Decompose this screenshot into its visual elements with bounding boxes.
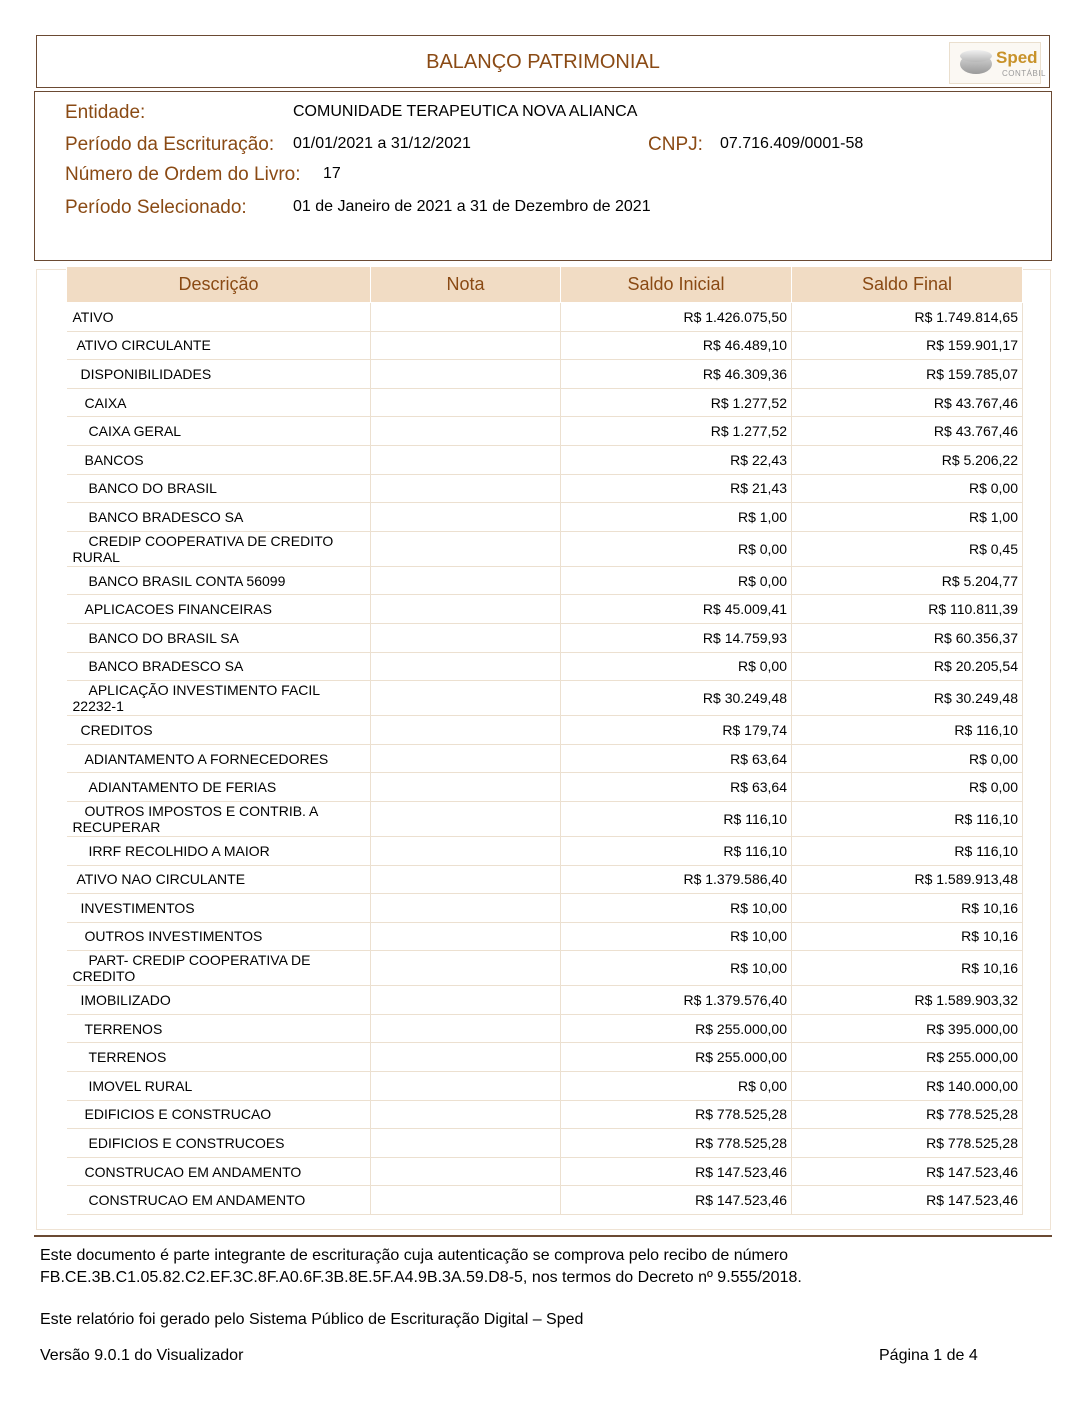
row-nota	[371, 773, 561, 802]
row-description: BANCO DO BRASIL SA	[67, 623, 371, 652]
row-description: OUTROS IMPOSTOS E CONTRIB. A RECUPERAR	[67, 801, 371, 836]
row-saldo-final: R$ 778.525,28	[792, 1100, 1023, 1129]
table-row	[67, 1100, 1023, 1129]
ordem-label: Número de Ordem do Livro:	[65, 164, 301, 185]
table-row	[67, 388, 1023, 417]
logo-subtext: CONTÁBIL	[1002, 69, 1047, 78]
row-saldo-final: R$ 10,16	[792, 951, 1023, 986]
entidade-label: Entidade:	[65, 102, 146, 123]
table-row	[67, 445, 1023, 474]
row-saldo-inicial: R$ 63,64	[561, 773, 792, 802]
row-nota	[371, 652, 561, 681]
row-nota	[371, 503, 561, 532]
row-saldo-inicial: R$ 14.759,93	[561, 623, 792, 652]
table-row	[67, 1014, 1023, 1043]
row-saldo-inicial: R$ 147.523,46	[561, 1186, 792, 1215]
table-row	[67, 623, 1023, 652]
row-nota	[371, 474, 561, 503]
row-saldo-final: R$ 140.000,00	[792, 1072, 1023, 1101]
row-description: IMOVEL RURAL	[67, 1072, 371, 1101]
ordem-value: 17	[323, 165, 341, 182]
table-row	[67, 1186, 1023, 1215]
row-nota	[371, 623, 561, 652]
table-row	[67, 360, 1023, 389]
row-description: ADIANTAMENTO A FORNECEDORES	[67, 744, 371, 773]
row-saldo-inicial: R$ 179,74	[561, 716, 792, 745]
row-nota	[371, 1186, 561, 1215]
row-description: CONSTRUCAO EM ANDAMENTO	[67, 1157, 371, 1186]
row-description: BANCO BRADESCO SA	[67, 652, 371, 681]
row-saldo-inicial: R$ 30.249,48	[561, 681, 792, 716]
table-row	[67, 922, 1023, 951]
row-description: APLICAÇÃO INVESTIMENTO FACIL 22232-1	[67, 681, 371, 716]
row-nota	[371, 894, 561, 923]
row-nota	[371, 986, 561, 1015]
row-saldo-inicial: R$ 45.009,41	[561, 595, 792, 624]
row-saldo-inicial: R$ 22,43	[561, 445, 792, 474]
row-nota	[371, 566, 561, 595]
row-nota	[371, 801, 561, 836]
selecionado-label: Período Selecionado:	[65, 197, 247, 218]
row-saldo-inicial: R$ 778.525,28	[561, 1100, 792, 1129]
row-saldo-final: R$ 5.206,22	[792, 445, 1023, 474]
row-saldo-inicial: R$ 255.000,00	[561, 1014, 792, 1043]
row-description: APLICACOES FINANCEIRAS	[67, 595, 371, 624]
row-saldo-final: R$ 1.589.903,32	[792, 986, 1023, 1015]
row-saldo-inicial: R$ 46.309,36	[561, 360, 792, 389]
row-description: ADIANTAMENTO DE FERIAS	[67, 773, 371, 802]
row-nota	[371, 303, 561, 332]
row-saldo-final: R$ 5.204,77	[792, 566, 1023, 595]
table-row	[67, 716, 1023, 745]
row-description: CONSTRUCAO EM ANDAMENTO	[67, 1186, 371, 1215]
table-row	[67, 474, 1023, 503]
row-nota	[371, 531, 561, 566]
row-description: IMOBILIZADO	[67, 986, 371, 1015]
table-row	[67, 744, 1023, 773]
table-row	[67, 836, 1023, 865]
row-saldo-inicial: R$ 778.525,28	[561, 1129, 792, 1158]
row-nota	[371, 951, 561, 986]
row-saldo-inicial: R$ 0,00	[561, 566, 792, 595]
row-saldo-inicial: R$ 46.489,10	[561, 331, 792, 360]
table-body	[67, 303, 1023, 1215]
header-nota: Nota	[371, 267, 561, 303]
table-row	[67, 986, 1023, 1015]
table-row	[67, 1043, 1023, 1072]
info-box	[34, 91, 1052, 261]
cnpj-value: 07.716.409/0001-58	[720, 135, 864, 152]
row-saldo-inicial: R$ 1.426.075,50	[561, 303, 792, 332]
row-description: BANCO BRADESCO SA	[67, 503, 371, 532]
row-saldo-inicial: R$ 10,00	[561, 922, 792, 951]
footer-line2: FB.CE.3B.C1.05.82.C2.EF.3C.8F.A0.6F.3B.8E.5F.A4.9B.3A.59.D8-5, nos termos do Decreto nº 9.555/2018.	[40, 1269, 802, 1286]
row-saldo-inicial: R$ 116,10	[561, 836, 792, 865]
row-saldo-final: R$ 10,16	[792, 894, 1023, 923]
row-saldo-inicial: R$ 1.379.576,40	[561, 986, 792, 1015]
row-saldo-final: R$ 60.356,37	[792, 623, 1023, 652]
row-saldo-final: R$ 395.000,00	[792, 1014, 1023, 1043]
row-saldo-final: R$ 1,00	[792, 503, 1023, 532]
table-row	[67, 681, 1023, 716]
footer	[34, 1235, 1052, 1364]
row-nota	[371, 445, 561, 474]
cnpj-label: CNPJ:	[648, 134, 703, 155]
row-description: EDIFICIOS E CONSTRUCAO	[67, 1100, 371, 1129]
row-saldo-inicial: R$ 10,00	[561, 894, 792, 923]
row-saldo-final: R$ 10,16	[792, 922, 1023, 951]
title-box	[36, 35, 1050, 88]
row-saldo-final: R$ 0,45	[792, 531, 1023, 566]
row-saldo-inicial: R$ 0,00	[561, 652, 792, 681]
table-row	[67, 531, 1023, 566]
row-saldo-final: R$ 43.767,46	[792, 417, 1023, 446]
row-saldo-final: R$ 159.785,07	[792, 360, 1023, 389]
row-nota	[371, 417, 561, 446]
row-nota	[371, 1014, 561, 1043]
row-saldo-inicial: R$ 116,10	[561, 801, 792, 836]
row-saldo-inicial: R$ 147.523,46	[561, 1157, 792, 1186]
row-description: CAIXA	[67, 388, 371, 417]
table-row	[67, 1129, 1023, 1158]
row-saldo-inicial: R$ 10,00	[561, 951, 792, 986]
periodo-label: Período da Escrituração:	[65, 134, 275, 155]
row-saldo-final: R$ 116,10	[792, 836, 1023, 865]
table-row	[67, 595, 1023, 624]
table-row	[67, 951, 1023, 986]
row-description: ATIVO CIRCULANTE	[67, 331, 371, 360]
row-description: INVESTIMENTOS	[67, 894, 371, 923]
row-saldo-inicial: R$ 1.277,52	[561, 417, 792, 446]
footer-line1: Este documento é parte integrante de escrituração cuja autenticação se comprova pelo recibo de número	[40, 1247, 788, 1264]
row-saldo-final: R$ 0,00	[792, 744, 1023, 773]
header-descricao: Descrição	[67, 267, 371, 303]
row-saldo-inicial: R$ 21,43	[561, 474, 792, 503]
row-saldo-final: R$ 147.523,46	[792, 1186, 1023, 1215]
row-nota	[371, 836, 561, 865]
footer-line3: Este relatório foi gerado pelo Sistema Público de Escrituração Digital – Sped	[40, 1311, 584, 1328]
header-saldo-final: Saldo Final	[792, 267, 1023, 303]
row-nota	[371, 1129, 561, 1158]
row-description: CREDITOS	[67, 716, 371, 745]
row-nota	[371, 922, 561, 951]
row-nota	[371, 744, 561, 773]
row-nota	[371, 716, 561, 745]
entidade-value: COMUNIDADE TERAPEUTICA NOVA ALIANCA	[293, 103, 638, 120]
row-saldo-final: R$ 20.205,54	[792, 652, 1023, 681]
row-nota	[371, 1043, 561, 1072]
row-description: PART- CREDIP COOPERATIVA DE CREDITO	[67, 951, 371, 986]
table-row	[67, 773, 1023, 802]
table-row	[67, 1072, 1023, 1101]
row-saldo-final: R$ 116,10	[792, 801, 1023, 836]
table-row	[67, 1157, 1023, 1186]
row-description: BANCO BRASIL CONTA 56099	[67, 566, 371, 595]
row-description: BANCO DO BRASIL	[67, 474, 371, 503]
row-saldo-final: R$ 255.000,00	[792, 1043, 1023, 1072]
row-saldo-inicial: R$ 255.000,00	[561, 1043, 792, 1072]
row-description: CAIXA GERAL	[67, 417, 371, 446]
row-nota	[371, 681, 561, 716]
row-description: TERRENOS	[67, 1043, 371, 1072]
header-saldo-inicial: Saldo Inicial	[561, 267, 792, 303]
row-saldo-final: R$ 30.249,48	[792, 681, 1023, 716]
row-nota	[371, 360, 561, 389]
row-nota	[371, 1072, 561, 1101]
table-row	[67, 652, 1023, 681]
table-row	[67, 503, 1023, 532]
footer-page: Página 1 de 4	[879, 1347, 978, 1364]
row-saldo-final: R$ 116,10	[792, 716, 1023, 745]
logo-disc-top-icon	[960, 50, 992, 62]
table-row	[67, 566, 1023, 595]
row-nota	[371, 331, 561, 360]
table-header-row	[67, 267, 1023, 303]
row-saldo-final: R$ 0,00	[792, 773, 1023, 802]
row-saldo-inicial: R$ 1,00	[561, 503, 792, 532]
row-description: TERRENOS	[67, 1014, 371, 1043]
row-description: DISPONIBILIDADES	[67, 360, 371, 389]
row-saldo-final: R$ 1.749.814,65	[792, 303, 1023, 332]
row-nota	[371, 865, 561, 894]
footer-version: Versão 9.0.1 do Visualizador	[40, 1347, 244, 1364]
selecionado-value: 01 de Janeiro de 2021 a 31 de Dezembro de 2021	[293, 198, 651, 215]
row-description: ATIVO NAO CIRCULANTE	[67, 865, 371, 894]
row-description: BANCOS	[67, 445, 371, 474]
row-saldo-final: R$ 0,00	[792, 474, 1023, 503]
page-title: BALANÇO PATRIMONIAL	[426, 51, 660, 73]
table-row	[67, 801, 1023, 836]
logo-text: Sped	[996, 48, 1038, 67]
row-saldo-final: R$ 110.811,39	[792, 595, 1023, 624]
table-row	[67, 417, 1023, 446]
row-nota	[371, 1100, 561, 1129]
table-row	[67, 303, 1023, 332]
periodo-value: 01/01/2021 a 31/12/2021	[293, 135, 471, 152]
row-description: ATIVO	[67, 303, 371, 332]
table-row	[67, 894, 1023, 923]
row-saldo-final: R$ 1.589.913,48	[792, 865, 1023, 894]
sped-logo	[949, 42, 1047, 84]
row-saldo-inicial: R$ 1.277,52	[561, 388, 792, 417]
row-nota	[371, 595, 561, 624]
balance-table	[66, 266, 1023, 1215]
row-saldo-final: R$ 147.523,46	[792, 1157, 1023, 1186]
table-row	[67, 865, 1023, 894]
row-saldo-inicial: R$ 1.379.586,40	[561, 865, 792, 894]
table-row	[67, 331, 1023, 360]
row-saldo-final: R$ 778.525,28	[792, 1129, 1023, 1158]
row-saldo-inicial: R$ 0,00	[561, 531, 792, 566]
row-saldo-final: R$ 43.767,46	[792, 388, 1023, 417]
row-description: IRRF RECOLHIDO A MAIOR	[67, 836, 371, 865]
row-saldo-final: R$ 159.901,17	[792, 331, 1023, 360]
row-description: OUTROS INVESTIMENTOS	[67, 922, 371, 951]
row-nota	[371, 388, 561, 417]
row-description: EDIFICIOS E CONSTRUCOES	[67, 1129, 371, 1158]
row-saldo-inicial: R$ 0,00	[561, 1072, 792, 1101]
row-description: CREDIP COOPERATIVA DE CREDITO RURAL	[67, 531, 371, 566]
row-nota	[371, 1157, 561, 1186]
row-saldo-inicial: R$ 63,64	[561, 744, 792, 773]
